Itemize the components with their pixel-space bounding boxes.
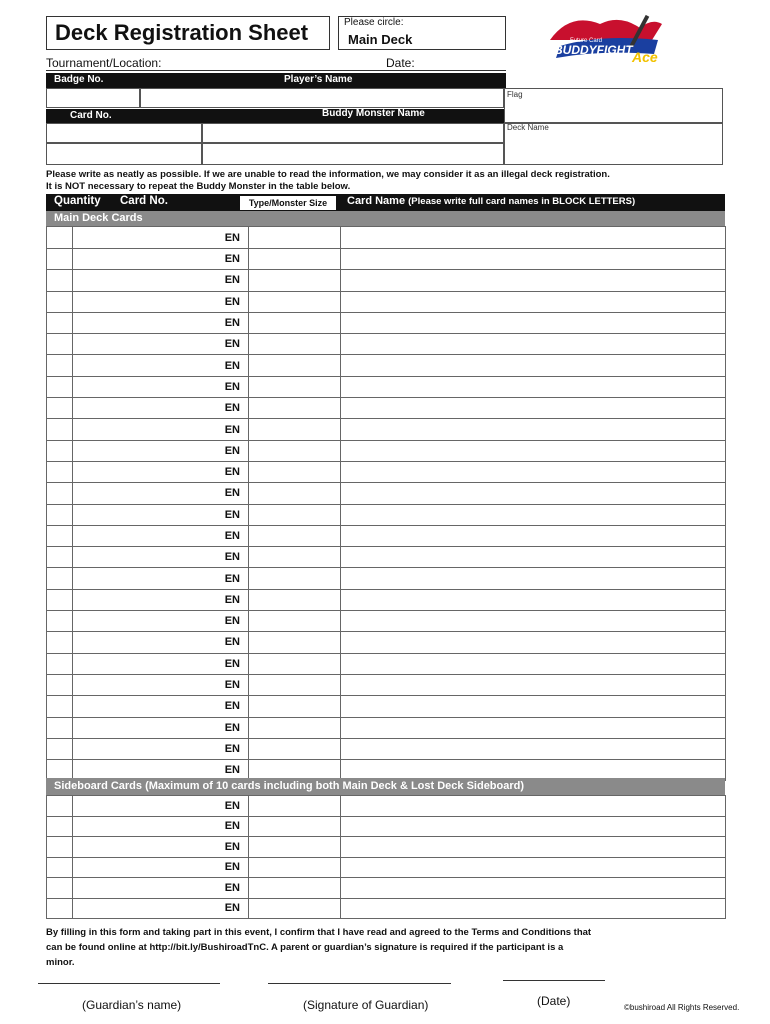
main-deck-section: Main Deck Cards bbox=[46, 211, 725, 226]
card-no-cell[interactable]: EN bbox=[73, 611, 249, 632]
quantity-cell[interactable] bbox=[47, 504, 73, 525]
type-cell[interactable] bbox=[249, 376, 341, 397]
type-cell[interactable] bbox=[249, 653, 341, 674]
card-name-cell[interactable] bbox=[341, 312, 726, 333]
quantity-cell[interactable] bbox=[47, 291, 73, 312]
table-row bbox=[47, 334, 726, 355]
quantity-cell[interactable] bbox=[47, 674, 73, 695]
card-name-cell[interactable] bbox=[341, 376, 726, 397]
card-name-cell[interactable] bbox=[341, 419, 726, 440]
table-row bbox=[47, 796, 726, 817]
table-row bbox=[47, 632, 726, 653]
table-row bbox=[47, 547, 726, 568]
card-no-cell[interactable]: EN bbox=[73, 419, 249, 440]
card-name-cell[interactable] bbox=[341, 291, 726, 312]
date-line[interactable] bbox=[503, 980, 605, 981]
table-row bbox=[47, 440, 726, 461]
card-no-cell[interactable]: EN bbox=[73, 632, 249, 653]
main-deck-table bbox=[46, 226, 726, 781]
type-cell[interactable] bbox=[249, 355, 341, 376]
table-row bbox=[47, 312, 726, 333]
player-name-field[interactable] bbox=[140, 88, 504, 108]
sideboard-table bbox=[46, 795, 726, 919]
guardian-signature-caption: (Signature of Guardian) bbox=[303, 998, 429, 1012]
type-cell[interactable] bbox=[249, 227, 341, 249]
card-no-cell[interactable]: EN bbox=[73, 270, 249, 291]
quantity-cell[interactable] bbox=[47, 461, 73, 482]
card-name-cell[interactable] bbox=[341, 227, 726, 249]
card-name-cell[interactable] bbox=[341, 796, 726, 817]
table-row bbox=[47, 419, 726, 440]
logo-ace-text: Ace bbox=[632, 49, 658, 65]
table-row bbox=[47, 249, 726, 270]
table-row bbox=[47, 878, 726, 899]
card-name-cell[interactable] bbox=[341, 483, 726, 504]
type-cell[interactable] bbox=[249, 878, 341, 899]
quantity-cell[interactable] bbox=[47, 270, 73, 291]
card-name-cell[interactable] bbox=[341, 857, 726, 878]
table-row bbox=[47, 611, 726, 632]
col-card-name-note: (Please write full card names in BLOCK LETTERS) bbox=[408, 196, 636, 207]
type-cell[interactable] bbox=[249, 837, 341, 858]
card-no-cell[interactable]: EN bbox=[73, 738, 249, 759]
type-cell[interactable] bbox=[249, 738, 341, 759]
card-no-cell[interactable]: EN bbox=[73, 483, 249, 504]
table-row bbox=[47, 568, 726, 589]
card-name-cell[interactable] bbox=[341, 611, 726, 632]
quantity-cell[interactable] bbox=[47, 857, 73, 878]
card-name-cell[interactable] bbox=[341, 504, 726, 525]
card-name-cell[interactable] bbox=[341, 738, 726, 759]
buddy-card-no-field[interactable] bbox=[46, 123, 202, 143]
card-no-cell[interactable]: EN bbox=[73, 440, 249, 461]
table-row bbox=[47, 653, 726, 674]
consent-line-3: minor. bbox=[46, 957, 75, 968]
buddy-header-bar bbox=[46, 109, 504, 123]
tournament-line bbox=[46, 70, 506, 71]
sideboard-section: Sideboard Cards (Maximum of 10 cards including both Main Deck & Lost Deck Sideboard) bbox=[46, 778, 725, 795]
card-no-cell[interactable]: EN bbox=[73, 291, 249, 312]
table-row bbox=[47, 398, 726, 419]
badge-field[interactable] bbox=[46, 88, 140, 108]
card-no-cell[interactable]: EN bbox=[73, 376, 249, 397]
card-name-cell[interactable] bbox=[341, 355, 726, 376]
quantity-cell[interactable] bbox=[47, 738, 73, 759]
logo-main-text: BUDDYFIGHT bbox=[554, 43, 633, 57]
type-cell[interactable] bbox=[249, 249, 341, 270]
card-name-cell[interactable] bbox=[341, 334, 726, 355]
quantity-cell[interactable] bbox=[47, 796, 73, 817]
card-name-cell[interactable] bbox=[341, 270, 726, 291]
card-no-cell[interactable]: EN bbox=[73, 696, 249, 717]
col-type: Type/Monster Size bbox=[240, 196, 336, 210]
table-row bbox=[47, 738, 726, 759]
card-no-cell[interactable]: EN bbox=[73, 717, 249, 738]
table-row bbox=[47, 504, 726, 525]
card-no-cell[interactable]: EN bbox=[73, 674, 249, 695]
flag-field[interactable] bbox=[504, 88, 723, 123]
deck-type-value[interactable]: Main Deck bbox=[348, 32, 413, 47]
table-row bbox=[47, 376, 726, 397]
card-no-cell[interactable]: EN bbox=[73, 816, 249, 837]
type-cell[interactable] bbox=[249, 674, 341, 695]
quantity-cell[interactable] bbox=[47, 568, 73, 589]
quantity-cell[interactable] bbox=[47, 611, 73, 632]
quantity-cell[interactable] bbox=[47, 376, 73, 397]
card-no-cell[interactable]: EN bbox=[73, 312, 249, 333]
card-no-cell[interactable]: EN bbox=[73, 796, 249, 817]
card-name-cell[interactable] bbox=[341, 461, 726, 482]
quantity-cell[interactable] bbox=[47, 440, 73, 461]
card-name-cell[interactable] bbox=[341, 398, 726, 419]
col-card-name bbox=[347, 195, 635, 207]
consent-text bbox=[46, 925, 726, 970]
type-cell[interactable] bbox=[249, 816, 341, 837]
card-name-cell[interactable] bbox=[341, 547, 726, 568]
consent-line-1: By filling in this form and taking part in this event, I confirm that I have read and agreed to the Terms and Conditions that bbox=[46, 927, 592, 938]
logo-top-text: Future Card bbox=[570, 38, 603, 44]
quantity-cell[interactable] bbox=[47, 249, 73, 270]
type-cell[interactable] bbox=[249, 419, 341, 440]
col-card-name-label: Card Name bbox=[347, 195, 406, 207]
type-cell[interactable] bbox=[249, 312, 341, 333]
consent-line-2: can be found online at http://bit.ly/BushiroadTnC. A parent or guardian’s signature is required if the participant is a bbox=[46, 942, 564, 953]
type-cell[interactable] bbox=[249, 461, 341, 482]
deck-name-label: Deck Name bbox=[507, 123, 549, 132]
table-row bbox=[47, 483, 726, 504]
card-name-cell[interactable] bbox=[341, 878, 726, 899]
card-no-cell[interactable]: EN bbox=[73, 334, 249, 355]
quantity-cell[interactable] bbox=[47, 547, 73, 568]
quantity-cell[interactable] bbox=[47, 632, 73, 653]
card-name-cell[interactable] bbox=[341, 816, 726, 837]
type-cell[interactable] bbox=[249, 334, 341, 355]
table-row bbox=[47, 696, 726, 717]
buddyfight-logo bbox=[540, 10, 670, 68]
player-header-bar bbox=[46, 73, 506, 88]
col-card-no: Card No. bbox=[120, 195, 168, 207]
date-caption: (Date) bbox=[537, 994, 571, 1008]
card-name-cell[interactable] bbox=[341, 898, 726, 919]
quantity-cell[interactable] bbox=[47, 717, 73, 738]
card-no-cell[interactable]: EN bbox=[73, 398, 249, 419]
quantity-cell[interactable] bbox=[47, 837, 73, 858]
table-row bbox=[47, 227, 726, 249]
table-row bbox=[47, 270, 726, 291]
card-no-cell[interactable]: EN bbox=[73, 568, 249, 589]
card-name-cell[interactable] bbox=[341, 837, 726, 858]
flag-label: Flag bbox=[507, 90, 523, 99]
card-no-cell[interactable]: EN bbox=[73, 249, 249, 270]
table-row bbox=[47, 589, 726, 610]
table-row bbox=[47, 525, 726, 546]
card-no-cell[interactable]: EN bbox=[73, 355, 249, 376]
card-no-cell[interactable]: EN bbox=[73, 547, 249, 568]
type-cell[interactable] bbox=[249, 525, 341, 546]
type-cell[interactable] bbox=[249, 857, 341, 878]
card-no-cell[interactable]: EN bbox=[73, 837, 249, 858]
type-cell[interactable] bbox=[249, 796, 341, 817]
type-cell[interactable] bbox=[249, 696, 341, 717]
type-cell[interactable] bbox=[249, 440, 341, 461]
type-cell[interactable] bbox=[249, 568, 341, 589]
page-title: Deck Registration Sheet bbox=[46, 16, 330, 50]
tournament-label: Tournament/Location: bbox=[46, 56, 162, 70]
quantity-cell[interactable] bbox=[47, 334, 73, 355]
card-name-cell[interactable] bbox=[341, 674, 726, 695]
buddy-card-no-field-2[interactable] bbox=[46, 143, 202, 165]
card-no-cell[interactable]: EN bbox=[73, 653, 249, 674]
card-no-cell[interactable]: EN bbox=[73, 227, 249, 249]
quantity-cell[interactable] bbox=[47, 398, 73, 419]
table-row bbox=[47, 816, 726, 837]
quantity-cell[interactable] bbox=[47, 898, 73, 919]
table-row bbox=[47, 355, 726, 376]
note-neatness: Please write as neatly as possible. If we are unable to read the information, we may consider it as an illegal deck registration. bbox=[46, 169, 610, 180]
card-no-cell[interactable]: EN bbox=[73, 461, 249, 482]
player-name-label: Player’s Name bbox=[284, 74, 353, 85]
badge-label: Badge No. bbox=[54, 74, 104, 85]
type-cell[interactable] bbox=[249, 589, 341, 610]
card-name-cell[interactable] bbox=[341, 632, 726, 653]
table-row bbox=[47, 857, 726, 878]
date-label: Date: bbox=[386, 56, 415, 70]
type-cell[interactable] bbox=[249, 398, 341, 419]
quantity-cell[interactable] bbox=[47, 419, 73, 440]
table-row bbox=[47, 674, 726, 695]
circle-label: Please circle: bbox=[344, 17, 404, 28]
quantity-cell[interactable] bbox=[47, 878, 73, 899]
table-row bbox=[47, 291, 726, 312]
card-name-cell[interactable] bbox=[341, 249, 726, 270]
card-no-cell[interactable]: EN bbox=[73, 857, 249, 878]
card-no-cell[interactable]: EN bbox=[73, 525, 249, 546]
type-cell[interactable] bbox=[249, 547, 341, 568]
card-name-cell[interactable] bbox=[341, 525, 726, 546]
type-cell[interactable] bbox=[249, 717, 341, 738]
type-cell[interactable] bbox=[249, 483, 341, 504]
type-cell[interactable] bbox=[249, 504, 341, 525]
type-cell[interactable] bbox=[249, 632, 341, 653]
type-cell[interactable] bbox=[249, 270, 341, 291]
buddy-name-field[interactable] bbox=[202, 123, 504, 143]
type-cell[interactable] bbox=[249, 611, 341, 632]
note-buddy: It is NOT necessary to repeat the Buddy Monster in the table below. bbox=[46, 181, 351, 192]
quantity-cell[interactable] bbox=[47, 355, 73, 376]
card-no-cell[interactable]: EN bbox=[73, 878, 249, 899]
card-name-cell[interactable] bbox=[341, 653, 726, 674]
quantity-cell[interactable] bbox=[47, 312, 73, 333]
card-name-cell[interactable] bbox=[341, 440, 726, 461]
card-no-cell[interactable]: EN bbox=[73, 760, 249, 781]
quantity-cell[interactable] bbox=[47, 525, 73, 546]
quantity-cell[interactable] bbox=[47, 816, 73, 837]
table-row bbox=[47, 717, 726, 738]
guardian-name-line[interactable] bbox=[38, 983, 220, 984]
card-name-cell[interactable] bbox=[341, 589, 726, 610]
quantity-cell[interactable] bbox=[47, 653, 73, 674]
quantity-cell[interactable] bbox=[47, 483, 73, 504]
table-row bbox=[47, 837, 726, 858]
card-no-cell[interactable]: EN bbox=[73, 589, 249, 610]
table-row bbox=[47, 898, 726, 919]
buddy-name-field-2[interactable] bbox=[202, 143, 504, 165]
card-no-cell[interactable]: EN bbox=[73, 504, 249, 525]
card-name-cell[interactable] bbox=[341, 717, 726, 738]
copyright: ©bushiroad All Rights Reserved. bbox=[624, 1003, 740, 1012]
table-row bbox=[47, 461, 726, 482]
card-no-label: Card No. bbox=[70, 110, 112, 121]
quantity-cell[interactable] bbox=[47, 696, 73, 717]
buddy-monster-label: Buddy Monster Name bbox=[322, 108, 425, 119]
col-quantity: Quantity bbox=[54, 195, 101, 207]
quantity-cell[interactable] bbox=[47, 589, 73, 610]
type-cell[interactable] bbox=[249, 898, 341, 919]
card-name-cell[interactable] bbox=[341, 696, 726, 717]
guardian-name-caption: (Guardian’s name) bbox=[82, 998, 182, 1012]
quantity-cell[interactable] bbox=[47, 227, 73, 249]
guardian-signature-line[interactable] bbox=[268, 983, 451, 984]
card-no-cell[interactable]: EN bbox=[73, 898, 249, 919]
type-cell[interactable] bbox=[249, 291, 341, 312]
card-name-cell[interactable] bbox=[341, 568, 726, 589]
